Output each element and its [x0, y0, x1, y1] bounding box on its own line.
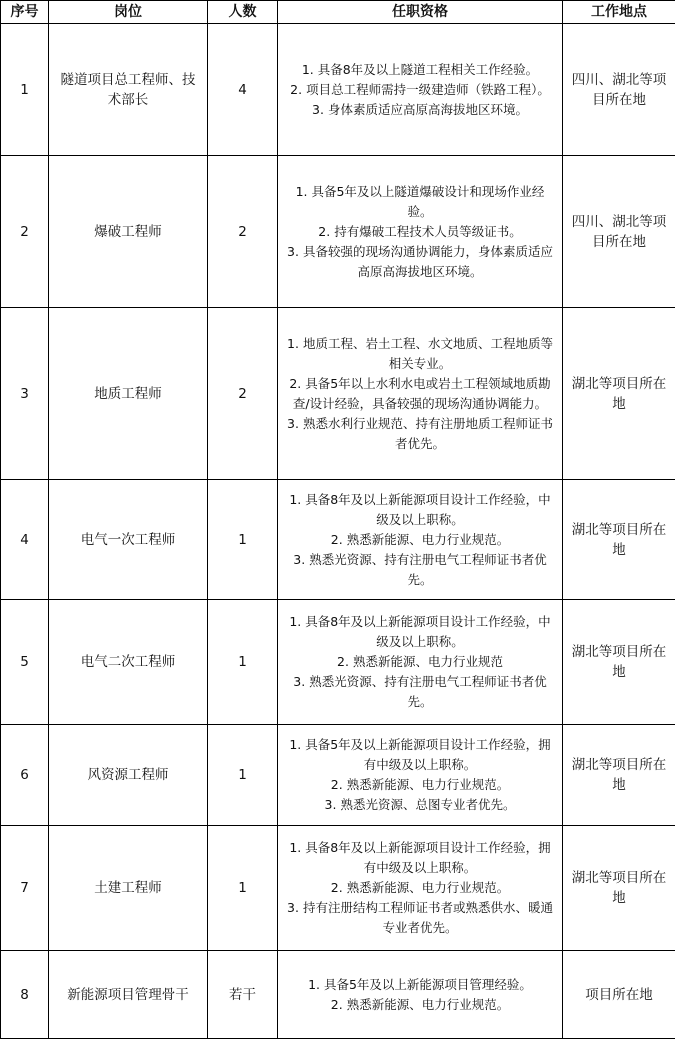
requirement-item: 1. 具备8年及以上隧道工程相关工作经验。 [284, 60, 556, 80]
row-position: 电气一次工程师 [49, 480, 208, 600]
table-row [1, 24, 675, 156]
row-position: 隧道项目总工程师、技术部长 [49, 24, 208, 156]
row-count: 2 [208, 308, 278, 480]
row-position: 土建工程师 [49, 826, 208, 951]
row-count: 1 [208, 725, 278, 826]
row-location: 湖北等项目所在地 [563, 725, 675, 826]
row-location: 四川、湖北等项目所在地 [563, 156, 675, 308]
row-location: 湖北等项目所在地 [563, 600, 675, 725]
row-location: 湖北等项目所在地 [563, 480, 675, 600]
requirement-item: 2. 熟悉新能源、电力行业规范。 [284, 878, 556, 898]
table-row [1, 480, 675, 600]
requirement-item: 3. 熟悉水利行业规范、持有注册地质工程师证书者优先。 [284, 414, 556, 454]
requirement-item: 2. 熟悉新能源、电力行业规范。 [284, 995, 556, 1015]
row-count: 1 [208, 826, 278, 951]
requirement-item: 2. 项目总工程师需持一级建造师（铁路工程）。 [284, 80, 556, 100]
requirement-item: 1. 具备5年及以上新能源项目管理经验。 [284, 975, 556, 995]
requirement-item: 3. 持有注册结构工程师证书者或熟悉供水、暖通专业者优先。 [284, 898, 556, 938]
row-requirements [278, 951, 563, 1039]
requirement-item: 3. 熟悉光资源、持有注册电气工程师证书者优先。 [284, 550, 556, 590]
row-location: 四川、湖北等项目所在地 [563, 24, 675, 156]
row-no: 5 [1, 600, 49, 725]
row-no: 1 [1, 24, 49, 156]
table-row [1, 308, 675, 480]
requirement-item: 3. 具备较强的现场沟通协调能力，身体素质适应高原高海拔地区环境。 [284, 242, 556, 282]
row-location: 湖北等项目所在地 [563, 308, 675, 480]
row-no: 2 [1, 156, 49, 308]
row-no: 3 [1, 308, 49, 480]
row-count: 1 [208, 480, 278, 600]
row-requirements [278, 826, 563, 951]
requirement-item: 3. 熟悉光资源、总图专业者优先。 [284, 795, 556, 815]
row-location: 项目所在地 [563, 951, 675, 1039]
requirement-item: 2. 持有爆破工程技术人员等级证书。 [284, 222, 556, 242]
requirement-item: 1. 地质工程、岩土工程、水文地质、工程地质等相关专业。 [284, 334, 556, 374]
requirement-item: 2. 熟悉新能源、电力行业规范 [284, 652, 556, 672]
row-no: 8 [1, 951, 49, 1039]
row-position: 新能源项目管理骨干 [49, 951, 208, 1039]
header-position: 岗位 [49, 1, 208, 24]
requirement-item: 2. 熟悉新能源、电力行业规范。 [284, 530, 556, 550]
row-count: 1 [208, 600, 278, 725]
header-no: 序号 [1, 1, 49, 24]
row-count: 若干 [208, 951, 278, 1039]
requirement-item: 1. 具备8年及以上新能源项目设计工作经验，拥有中级及以上职称。 [284, 838, 556, 878]
row-no: 6 [1, 725, 49, 826]
row-no: 4 [1, 480, 49, 600]
row-location: 湖北等项目所在地 [563, 826, 675, 951]
table-row [1, 725, 675, 826]
row-requirements [278, 308, 563, 480]
table-row [1, 951, 675, 1039]
header-count: 人数 [208, 1, 278, 24]
table-row [1, 826, 675, 951]
requirement-item: 3. 身体素质适应高原高海拔地区环境。 [284, 100, 556, 120]
requirement-item: 1. 具备5年及以上隧道爆破设计和现场作业经验。 [284, 182, 556, 222]
row-count: 4 [208, 24, 278, 156]
requirement-item: 1. 具备8年及以上新能源项目设计工作经验，中级及以上职称。 [284, 490, 556, 530]
row-requirements [278, 600, 563, 725]
requirement-item: 3. 熟悉光资源、持有注册电气工程师证书者优先。 [284, 672, 556, 712]
row-position: 爆破工程师 [49, 156, 208, 308]
header-row [1, 1, 675, 24]
header-requirements: 任职资格 [278, 1, 563, 24]
row-no: 7 [1, 826, 49, 951]
row-count: 2 [208, 156, 278, 308]
row-requirements [278, 156, 563, 308]
table-row [1, 156, 675, 308]
row-requirements [278, 725, 563, 826]
requirement-item: 2. 具备5年以上水利水电或岩土工程领域地质勘查/设计经验，具备较强的现场沟通协调能力。 [284, 374, 556, 414]
table-row [1, 600, 675, 725]
requirement-item: 1. 具备8年及以上新能源项目设计工作经验，中级及以上职称。 [284, 612, 556, 652]
header-location: 工作地点 [563, 1, 675, 24]
requirement-item: 1. 具备5年及以上新能源项目设计工作经验，拥有中级及以上职称。 [284, 735, 556, 775]
row-requirements [278, 480, 563, 600]
row-requirements [278, 24, 563, 156]
row-position: 地质工程师 [49, 308, 208, 480]
row-position: 风资源工程师 [49, 725, 208, 826]
requirement-item: 2. 熟悉新能源、电力行业规范。 [284, 775, 556, 795]
row-position: 电气二次工程师 [49, 600, 208, 725]
